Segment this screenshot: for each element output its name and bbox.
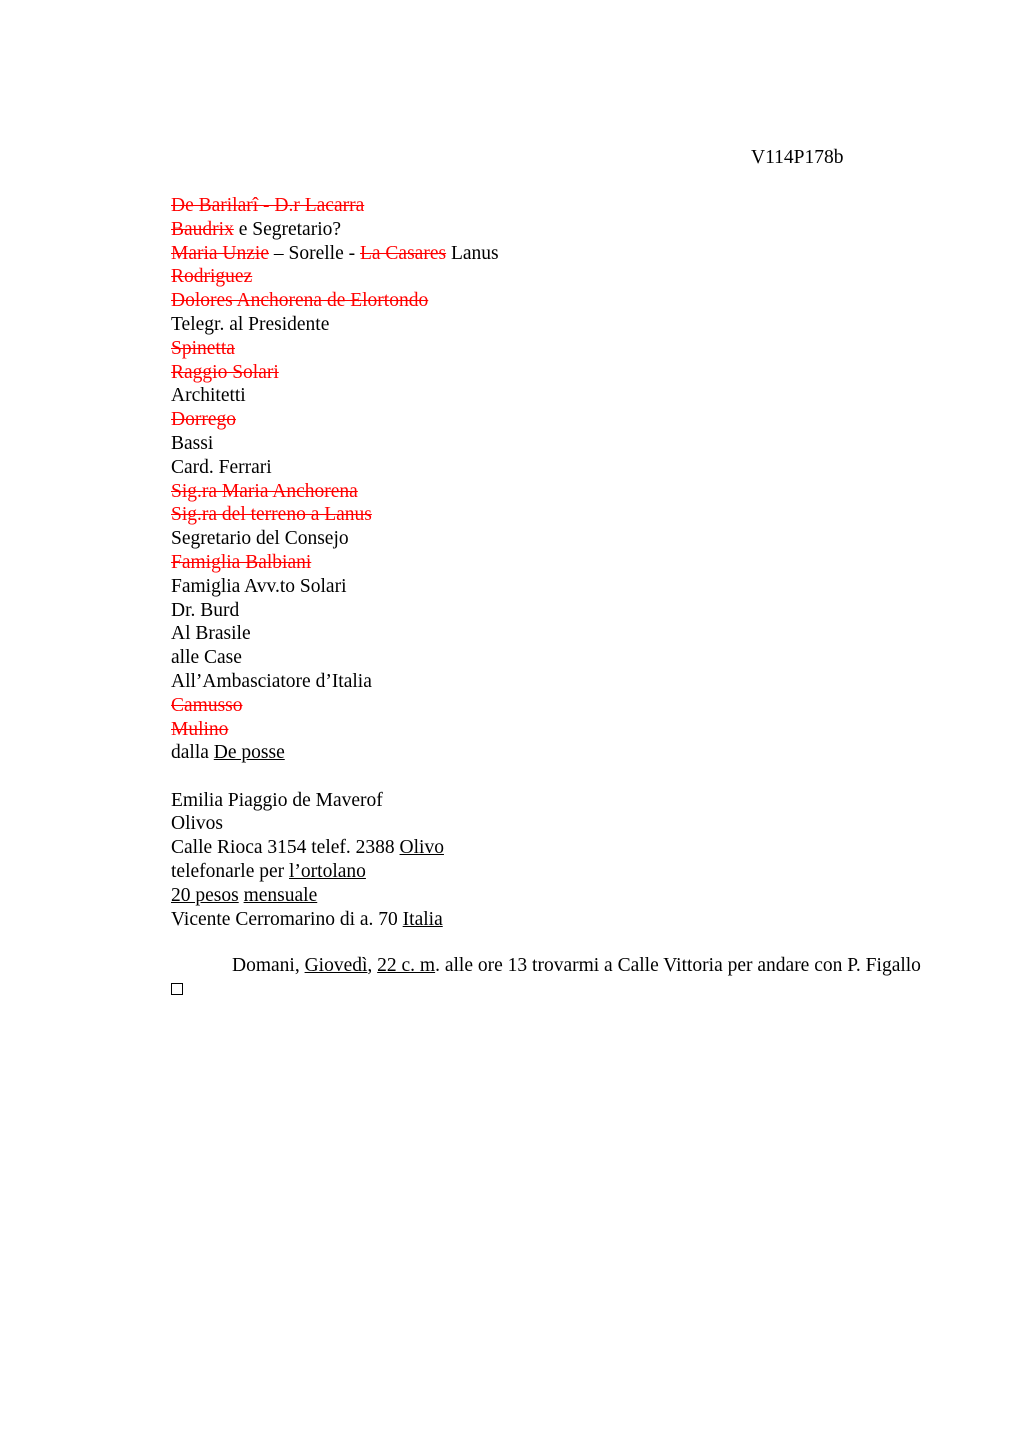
text: Al Brasile: [171, 623, 251, 645]
list-item: [171, 408, 931, 432]
text: dalla: [171, 742, 214, 764]
list-item: [171, 242, 931, 266]
text: alle Case: [171, 647, 242, 669]
text: Vicente Cerromarino di a. 70: [171, 908, 403, 930]
contact-line: [171, 789, 931, 813]
text: e Segretario?: [233, 218, 342, 240]
underlined-text: mensuale: [243, 884, 318, 906]
list-item: [171, 313, 931, 337]
text: Bassi: [171, 432, 214, 454]
list-item: [171, 622, 931, 646]
text: Olivos: [171, 813, 224, 835]
underlined-text: Italia: [402, 908, 443, 930]
list-item: [171, 384, 931, 408]
list-item: [171, 361, 931, 385]
deleted-text: Rodriguez: [171, 266, 253, 288]
list-item: [171, 432, 931, 456]
text: All’Ambasciatore d’Italia: [171, 670, 372, 692]
list-item: [171, 337, 931, 361]
list-item: [171, 527, 931, 551]
text: Segretario del Consejo: [171, 528, 349, 550]
deleted-text: Mulino: [171, 718, 229, 740]
document-body: [171, 194, 931, 1001]
list-item: [171, 575, 931, 599]
text: Lanus: [446, 242, 499, 264]
text: . alle ore 13 trovarmi a Calle Vittoria per andare con P. Figallo: [435, 954, 921, 976]
text: Card. Ferrari: [171, 456, 272, 478]
text: Telegr. al Presidente: [171, 313, 330, 335]
deleted-text: Spinetta: [171, 337, 235, 359]
text: Domani,: [232, 954, 305, 976]
deleted-text: Dolores Anchorena de Elortondo: [171, 290, 429, 312]
text: ,: [367, 954, 378, 976]
list-item: [171, 265, 931, 289]
list-item: [171, 646, 931, 670]
deleted-text: Famiglia Balbiani: [171, 551, 312, 573]
note-paragraph: [171, 955, 931, 978]
underlined-text: Giovedì: [304, 954, 368, 976]
deleted-text: La Casares: [359, 242, 447, 264]
list-item: [171, 718, 931, 742]
underlined-text: De posse: [213, 742, 285, 764]
checkbox-square-icon: [171, 983, 183, 995]
list-item: [171, 694, 931, 718]
checkbox-line: [171, 977, 931, 1001]
list-item: [171, 551, 931, 575]
contact-line: [171, 884, 931, 908]
page-id: V114P178b: [751, 147, 844, 168]
spacer: [171, 765, 931, 788]
deleted-text: Dorrego: [171, 409, 236, 431]
deleted-text: Raggio Solari: [171, 361, 279, 383]
list-item: [171, 503, 931, 527]
deleted-text: Sig.ra del terreno a Lanus: [171, 504, 372, 526]
underlined-text: l’ortolano: [289, 860, 366, 882]
deleted-text: Sig.ra Maria Anchorena: [171, 480, 358, 502]
text: – Sorelle -: [269, 242, 360, 264]
text: Famiglia Avv.to Solari: [171, 575, 347, 597]
contact-line: [171, 908, 931, 932]
list-item: [171, 599, 931, 623]
list-item: [171, 218, 931, 242]
deleted-text: Camusso: [171, 694, 243, 716]
deleted-text: Baudrix: [171, 218, 234, 240]
list-item: [171, 456, 931, 480]
text: Dr. Burd: [171, 599, 240, 621]
contact-line: [171, 812, 931, 836]
contact-line: [171, 860, 931, 884]
list-item: [171, 289, 931, 313]
underlined-text: 20 pesos: [171, 884, 239, 906]
underlined-text: 22 c. m: [377, 954, 436, 976]
underlined-text: Olivo: [399, 837, 444, 859]
text: telefonarle per: [171, 860, 290, 882]
spacer: [171, 931, 931, 954]
deleted-text: De Barilarî - D.r Lacarra: [171, 195, 365, 216]
list-item: [171, 194, 931, 218]
list-item: [171, 741, 931, 765]
text: Calle Rioca 3154 telef. 2388: [171, 837, 400, 859]
list-item: [171, 670, 931, 694]
text: Architetti: [171, 385, 246, 407]
deleted-text: Maria Unzie: [171, 242, 269, 264]
list-item: [171, 480, 931, 504]
contact-line: [171, 836, 931, 860]
text: Emilia Piaggio de Maverof: [171, 789, 383, 811]
